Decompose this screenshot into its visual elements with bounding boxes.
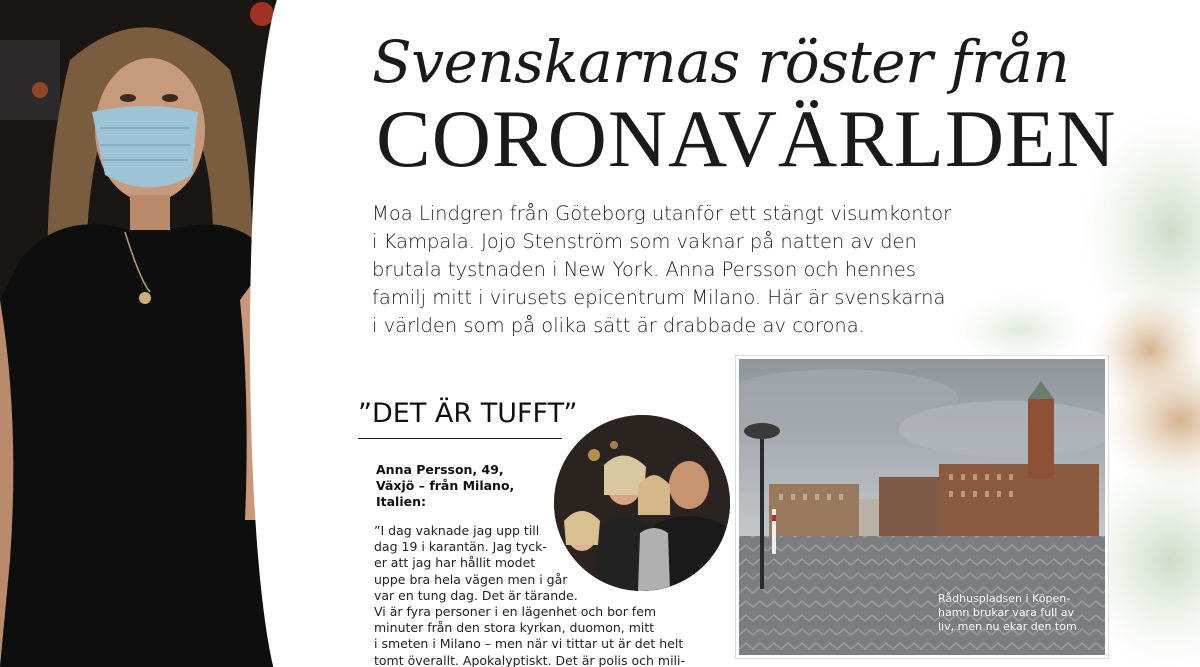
lead-paragraph (372, 200, 952, 340)
byline-line: Växjö – från Milano, (376, 478, 515, 493)
body-line: tomt överallt. Apokalyptiskt. Det är polis och mili- (374, 652, 686, 667)
body-line: var en tung dag. Det är tärande. (374, 587, 578, 603)
byline-line: Anna Persson, 49, (376, 462, 504, 477)
body-line: er att jag har hållit modet (374, 555, 536, 571)
byline (376, 462, 546, 510)
caption-line: hamn brukar vara full av (938, 606, 1075, 619)
body-line: ”I dag vaknade jag upp till (374, 523, 540, 538)
body-line: Vi är fyra personer i en lägenhet och bor fem (374, 604, 657, 619)
section-heading: ”DET ÄR TUFFT” (358, 398, 578, 429)
body-line: dag 19 i karantän. Jag tyck- (374, 539, 547, 555)
caption-line: liv, men nu ekar den tom. (938, 620, 1081, 633)
body-text-wide (374, 604, 684, 667)
section-rule (358, 438, 562, 439)
lead-line: i världen som på olika sätt är drabbade av corona. (372, 314, 865, 337)
headline-caps: CORONAVÄRLDEN (376, 93, 1117, 184)
lead-line: brutala tystnaden i New York. Anna Persson och hennes (372, 258, 916, 281)
body-line: i smeten i Milano – men när vi tittar ut är det helt (374, 636, 684, 652)
body-text-narrow (374, 523, 578, 604)
city-square-photo (736, 356, 1108, 658)
byline-line: Italien: (376, 494, 427, 509)
body-line: minuter från den stora kyrkan, duomon, mitt (374, 620, 655, 636)
photo-caption (938, 592, 1098, 634)
lead-line: Moa Lindgren från Göteborg utanför ett stängt visumkontor (372, 202, 952, 225)
family-photo (551, 412, 733, 594)
portrait-illustration (0, 0, 290, 667)
headline-script: Svenskarnas röster från (372, 28, 1070, 96)
portrait-photo-masked-woman (0, 0, 290, 667)
caption-line: Rådhuspladsen i Köpen- (938, 592, 1071, 605)
lead-line: familj mitt i virusets epicentrum Milano. Här är svenskarna (372, 286, 946, 309)
lead-line: i Kampala. Jojo Stenström som vaknar på natten av den (372, 230, 917, 253)
body-line: uppe bra hela vägen men i går (374, 571, 568, 587)
